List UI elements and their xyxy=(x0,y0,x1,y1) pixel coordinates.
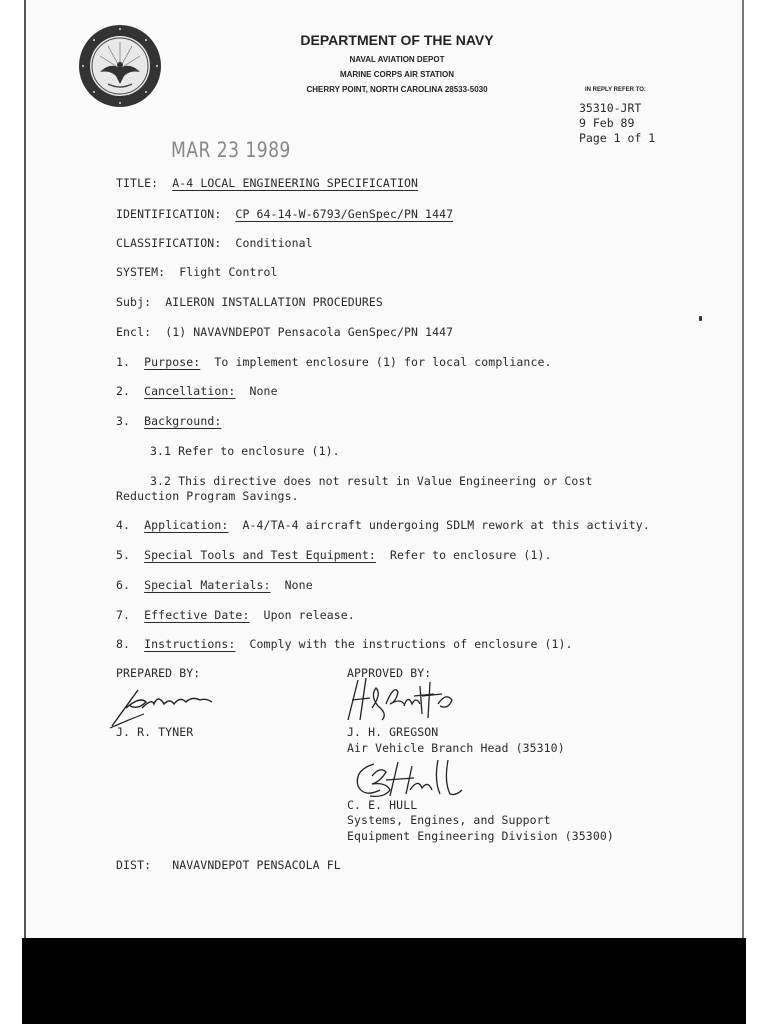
item-text: To implement enclosure (1) for local compliance. xyxy=(214,355,552,369)
item-number: 2. xyxy=(116,384,131,398)
second-approver-title2: Equipment Engineering Division (35300) xyxy=(347,829,614,843)
title-label: TITLE: xyxy=(116,176,159,190)
classification-value: Conditional xyxy=(235,236,313,250)
document-page xyxy=(24,0,744,940)
enclosure-value: (1) NAVAVNDEPOT Pensacola GenSpec/PN 1447 xyxy=(165,325,454,339)
item-label: Cancellation: xyxy=(144,384,236,398)
item-label: Background: xyxy=(144,414,222,428)
enclosure-label: Encl: xyxy=(116,325,152,339)
item-text: Upon release. xyxy=(263,608,355,622)
item-background-3-1: 3.1 Refer to enclosure (1). xyxy=(150,444,340,458)
approved-by-label: APPROVED BY: xyxy=(347,666,432,680)
item-text: None xyxy=(249,384,278,398)
distribution-value: NAVAVNDEPOT PENSACOLA FL xyxy=(172,858,341,872)
item-purpose xyxy=(116,355,552,369)
scan-speck xyxy=(699,316,702,321)
item-background-3-2: 3.2 This directive does not result in Value Engineering or Cost xyxy=(150,474,593,488)
second-approver-name: C. E. HULL xyxy=(347,798,418,812)
item-special-materials xyxy=(116,578,313,592)
letterhead-line2: MARINE CORPS AIR STATION xyxy=(339,70,455,79)
item-label: Special Tools and Test Equipment: xyxy=(144,548,376,562)
title-value: A-4 LOCAL ENGINEERING SPECIFICATION xyxy=(172,176,419,190)
item-number: 7. xyxy=(116,608,131,622)
item-number: 4. xyxy=(116,518,131,532)
item-background-3-2-cont: Reduction Program Savings. xyxy=(116,489,299,503)
item-number: 1. xyxy=(116,355,131,369)
gregson-signature xyxy=(342,674,462,726)
identification-value: CP 64-14-W-6793/GenSpec/PN 1447 xyxy=(235,207,454,221)
distribution-line xyxy=(116,858,341,872)
item-text: A-4/TA-4 aircraft undergoing SDLM rework at this activity. xyxy=(242,518,650,532)
identification-line xyxy=(116,207,453,221)
item-text: None xyxy=(284,578,313,592)
item-number: 5. xyxy=(116,548,131,562)
letterhead-department: DEPARTMENT OF THE NAVY xyxy=(300,32,494,48)
item-background xyxy=(116,414,221,428)
prepared-name: J. R. TYNER xyxy=(116,725,194,739)
classification-line xyxy=(116,236,313,250)
item-instructions xyxy=(116,637,573,651)
reference-page: Page 1 of 1 xyxy=(579,131,656,145)
item-label: Instructions: xyxy=(144,637,236,651)
received-date-stamp: MAR 23 1989 xyxy=(171,138,291,162)
reply-refer-label: IN REPLY REFER TO: xyxy=(585,87,646,93)
item-text: Refer to enclosure (1). xyxy=(389,548,552,562)
letterhead-line1: NAVAL AVIATION DEPOT xyxy=(349,55,445,64)
reference-code: 35310-JRT xyxy=(579,101,642,115)
item-number: 3. xyxy=(116,414,131,428)
item-effective-date xyxy=(116,608,355,622)
item-text: Comply with the instructions of enclosure (1). xyxy=(249,637,573,651)
system-line xyxy=(116,265,278,279)
subject-value: AILERON INSTALLATION PROCEDURES xyxy=(165,295,383,309)
item-cancellation xyxy=(116,384,278,398)
subject-label: Subj: xyxy=(116,295,152,309)
system-label: SYSTEM: xyxy=(116,265,166,279)
item-special-tools xyxy=(116,548,552,562)
identification-label: IDENTIFICATION: xyxy=(116,207,222,221)
item-number: 8. xyxy=(116,637,131,651)
distribution-label: DIST: xyxy=(116,858,152,872)
reference-date: 9 Feb 89 xyxy=(579,116,635,130)
hull-signature xyxy=(350,756,470,800)
prepared-by-label: PREPARED BY: xyxy=(116,666,201,680)
item-label: Purpose: xyxy=(144,355,201,369)
enclosure-line xyxy=(116,325,453,339)
item-application xyxy=(116,518,650,532)
letterhead-line3: CHERRY POINT, NORTH CAROLINA 28533-5030 xyxy=(306,85,488,94)
title-line xyxy=(116,176,418,190)
item-label: Effective Date: xyxy=(144,608,250,622)
subject-line xyxy=(116,295,383,309)
tyner-signature xyxy=(108,684,218,730)
item-label: Application: xyxy=(144,518,229,532)
item-label: Special Materials: xyxy=(144,578,271,592)
item-number: 6. xyxy=(116,578,131,592)
system-value: Flight Control xyxy=(179,265,278,279)
approved-name: J. H. GREGSON xyxy=(347,725,439,739)
second-approver-title1: Systems, Engines, and Support xyxy=(347,813,551,827)
approved-title: Air Vehicle Branch Head (35310) xyxy=(347,741,565,755)
scan-black-band xyxy=(22,938,746,1024)
classification-label: CLASSIFICATION: xyxy=(116,236,222,250)
